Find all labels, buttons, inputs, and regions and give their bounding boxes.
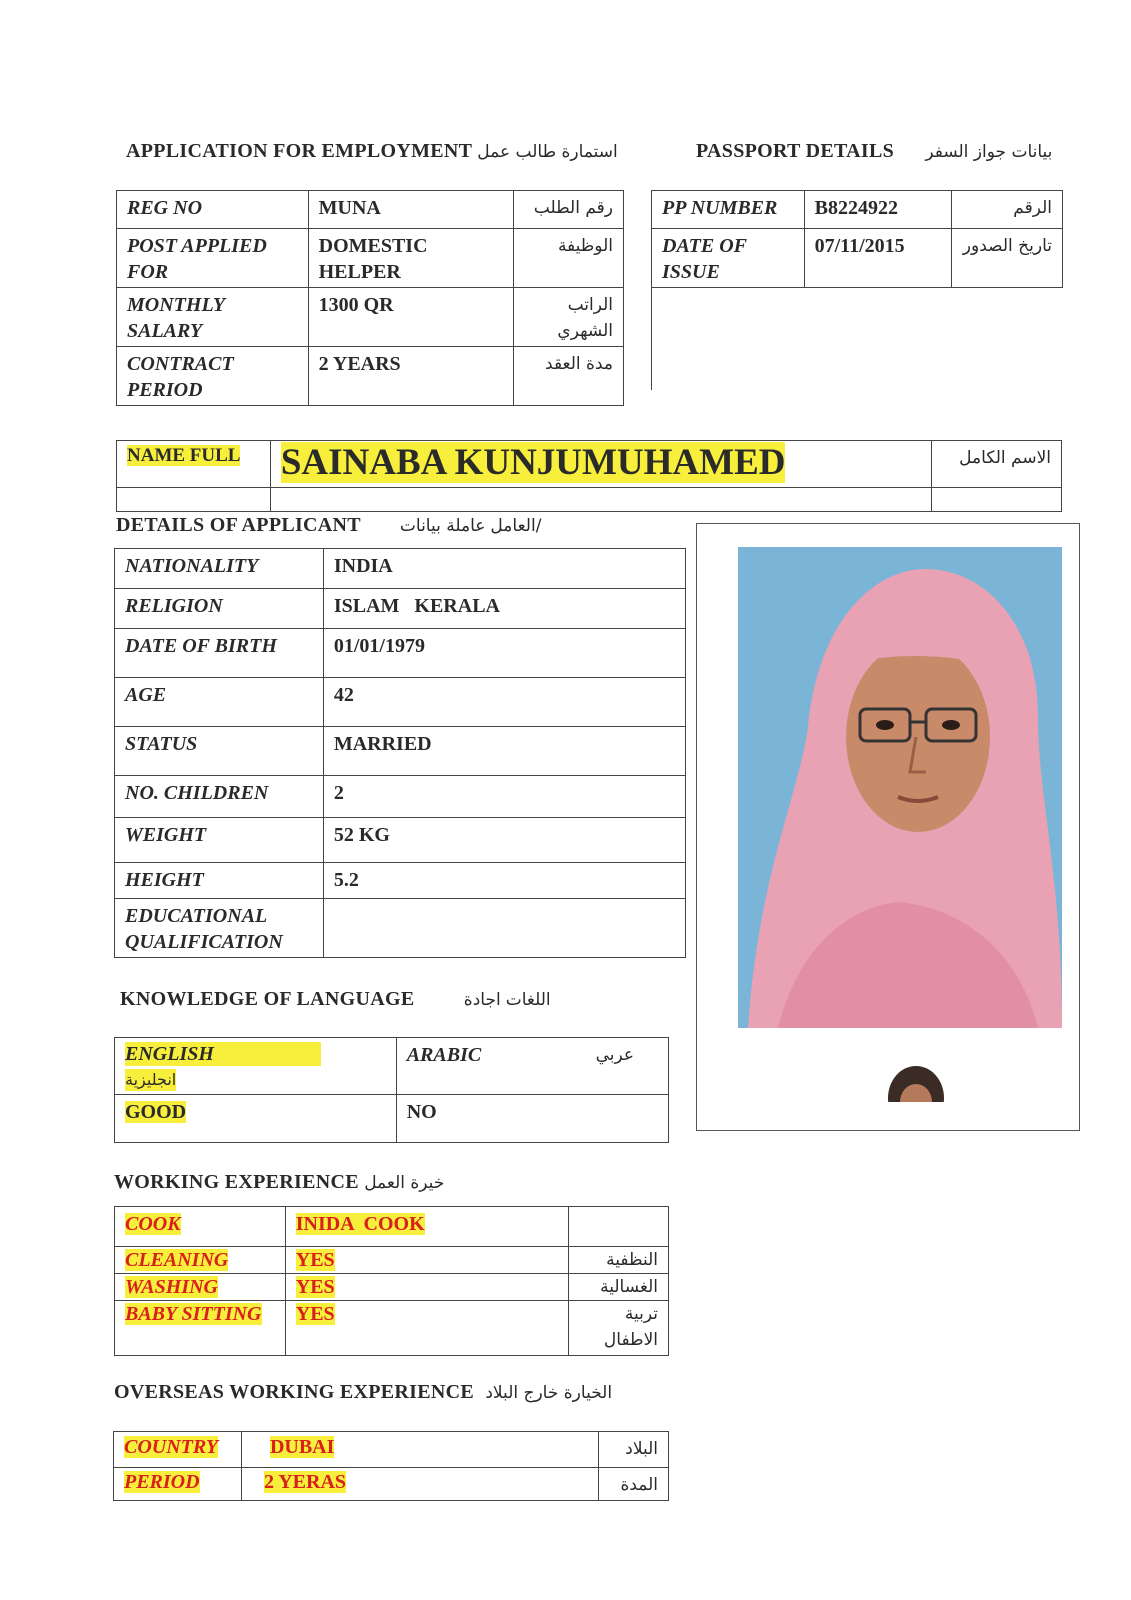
applicant-table [114,548,686,958]
passport-title: PASSPORT DETAILS بيانات جواز السفر [696,140,1053,162]
contract-period-label: CONTRACT PERIOD [117,347,309,406]
empty-cell [932,488,1062,512]
pp-number-ar: الرقم [952,191,1063,229]
table-row [117,347,624,406]
table-row [115,863,686,899]
date-of-issue-value: 07/11/2015 [804,229,952,288]
status-label: STATUS [115,727,324,776]
weight-value: 52 KG [323,818,685,863]
photo-frame [696,523,1080,1131]
full-name-label: NAME FULL [127,445,241,466]
experience-table [114,1206,669,1356]
language-title: KNOWLEDGE OF LANGUAGE اللغات اجادة [120,988,551,1010]
full-name-ar: الاسم الكامل [932,441,1062,488]
english-level-cell [115,1095,397,1143]
monthly-salary-label: MONTHLY SALARY [117,288,309,347]
country-label: COUNTRY [124,1436,219,1458]
table-row [117,488,1062,512]
table-row [115,678,686,727]
monthly-salary-ar: الراتب الشهري [514,288,624,347]
table-row [115,1095,669,1143]
table-row [115,589,686,629]
education-value [323,899,685,958]
contract-period-value: 2 YEARS [308,347,514,406]
washing-value-cell [285,1274,568,1301]
period-label: PERIOD [124,1471,200,1493]
age-value: 42 [323,678,685,727]
language-table [114,1037,669,1143]
application-table [116,190,624,406]
table-row [115,776,686,818]
arabic-cell [396,1038,668,1095]
application-title: APPLICATION FOR EMPLOYMENT استمارة طالب عمل [126,140,618,162]
overseas-table [113,1431,669,1501]
post-applied-ar: الوظيفة [514,229,624,288]
height-label: HEIGHT [115,863,324,899]
cleaning-value: YES [295,1249,335,1271]
reg-no-ar: رقم الطلب [514,191,624,229]
full-name-value: SAINABA KUNJUMUHAMED [280,442,786,483]
monthly-salary-value: 1300 QR [308,288,514,347]
cook-ar [569,1207,669,1247]
full-name-label-cell [117,441,271,488]
table-row [115,818,686,863]
table-row [652,229,1063,288]
reg-no-label: REG NO [117,191,309,229]
dob-label: DATE OF BIRTH [115,629,324,678]
overseas-title: OVERSEAS WORKING EXPERIENCE الخيارة خارج البلاد [114,1381,613,1403]
baby-sitting-label: BABY SITTING [125,1303,262,1325]
religion-value: ISLAM KERALA [323,589,685,629]
cleaning-ar: النظفية [569,1247,669,1274]
table-row [115,629,686,678]
cook-value-cell [285,1207,568,1247]
country-value: DUBAI [269,1436,335,1458]
baby-sitting-value: YES [295,1303,335,1325]
arabic-label: ARABIC [406,1044,482,1066]
nationality-value: INDIA [323,549,685,589]
post-applied-value: DOMESTIC HELPER [308,229,514,288]
children-label: NO. CHILDREN [115,776,324,818]
reg-no-value: MUNA [308,191,514,229]
applicant-title: DETAILS OF APPLICANT العامل عاملة بيانات/ [116,514,542,536]
table-row [115,727,686,776]
baby-sitting-value-cell [285,1301,568,1356]
table-row [115,549,686,589]
empty-cell [270,488,931,512]
status-value: MARRIED [323,727,685,776]
table-row [114,1468,669,1501]
country-value-cell [241,1432,598,1468]
cleaning-label-cell [115,1247,286,1274]
country-ar: البلاد [599,1432,669,1468]
washing-ar: الغسالية [569,1274,669,1301]
dob-value: 01/01/1979 [323,629,685,678]
applicant-photo [738,547,1062,1028]
country-label-cell [114,1432,242,1468]
full-name-value-cell [270,441,931,488]
cook-label: COOK [125,1213,181,1235]
height-value: 5.2 [323,863,685,899]
empty-cell [117,488,271,512]
period-label-cell [114,1468,242,1501]
arabic-ar: عربي [595,1045,634,1065]
baby-sitting-label-cell [115,1301,286,1356]
post-applied-label: POST APPLIED FOR [117,229,309,288]
period-value-cell [241,1468,598,1501]
weight-label: WEIGHT [115,818,324,863]
english-level: GOOD [125,1101,187,1123]
table-row [115,1038,669,1095]
education-label: EDUCATIONAL QUALIFICATION [115,899,324,958]
cleaning-value-cell [285,1247,568,1274]
table-row [117,441,1062,488]
table-row [115,1301,669,1356]
arabic-level: NO [396,1095,668,1143]
washing-value: YES [295,1276,335,1298]
small-photo-thumb [887,1062,945,1102]
table-row [652,191,1063,229]
english-cell [115,1038,397,1095]
table-row [117,229,624,288]
religion-label: RELIGION [115,589,324,629]
table-row [115,1274,669,1301]
period-value: 2 YERAS [263,1471,347,1493]
washing-label-cell [115,1274,286,1301]
table-row [114,1432,669,1468]
table-row [115,1247,669,1274]
contract-period-ar: مدة العقد [514,347,624,406]
washing-label: WASHING [125,1276,218,1298]
date-of-issue-ar: تاريخ الصدور [952,229,1063,288]
nationality-label: NATIONALITY [115,549,324,589]
table-row [115,1207,669,1247]
baby-sitting-ar: تربية الاطفال [569,1301,669,1356]
cleaning-label: CLEANING [125,1249,229,1271]
full-name-table [116,440,1062,512]
english-label: ENGLISH [125,1042,321,1066]
table-row [117,288,624,347]
table-row [117,191,624,229]
cook-value: INIDA COOK [295,1213,425,1235]
cook-label-cell [115,1207,286,1247]
experience-title: WORKING EXPERIENCE خيرة العمل [114,1171,445,1193]
table-row [115,899,686,958]
children-value: 2 [323,776,685,818]
pp-number-label: PP NUMBER [652,191,805,229]
passport-table [651,190,1063,288]
pp-number-value: B8224922 [804,191,952,229]
period-ar: المدة [599,1468,669,1501]
english-ar: انجليزية [125,1070,177,1089]
age-label: AGE [115,678,324,727]
date-of-issue-label: DATE OF ISSUE [652,229,805,288]
divider [651,282,652,390]
